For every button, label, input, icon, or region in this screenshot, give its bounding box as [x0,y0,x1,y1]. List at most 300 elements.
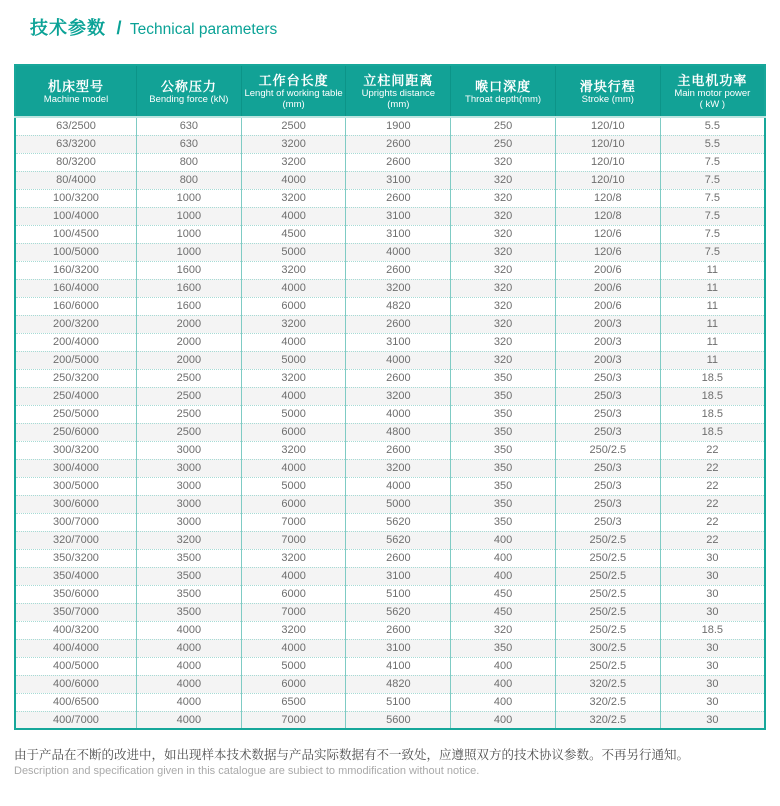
column-header-model [15,65,137,117]
cell-table_length: 3200 [241,441,346,459]
column-header-zh: 喉口深度 [475,78,532,94]
cell-motor_power: 30 [660,675,765,693]
technical-parameters-table-wrap [14,64,766,730]
cell-motor_power: 30 [660,657,765,675]
cell-bending_force: 2000 [137,315,242,333]
cell-bending_force: 1000 [137,207,242,225]
table-row [15,711,765,729]
footer-note [14,747,780,779]
cell-table_length: 4000 [241,333,346,351]
cell-table_length: 4000 [241,639,346,657]
cell-model: 400/4000 [15,639,137,657]
cell-bending_force: 3200 [137,531,242,549]
cell-model: 300/6000 [15,495,137,513]
cell-uprights_distance: 4000 [346,243,451,261]
column-header-zh: 工作台长度 [258,73,329,88]
cell-motor_power: 18.5 [660,369,765,387]
table-row [15,567,765,585]
cell-model: 63/2500 [15,117,137,135]
cell-table_length: 6000 [241,423,346,441]
cell-throat_depth: 350 [451,369,556,387]
table-body [15,117,765,729]
cell-throat_depth: 250 [451,117,556,135]
cell-motor_power: 30 [660,567,765,585]
cell-model: 300/4000 [15,459,137,477]
cell-model: 320/7000 [15,531,137,549]
cell-uprights_distance: 3100 [346,225,451,243]
cell-bending_force: 3000 [137,495,242,513]
cell-table_length: 4000 [241,171,346,189]
cell-table_length: 3200 [241,153,346,171]
catalogue-page [0,14,780,806]
column-header-table_length [241,65,346,117]
cell-uprights_distance: 2600 [346,549,451,567]
cell-motor_power: 11 [660,279,765,297]
cell-bending_force: 4000 [137,621,242,639]
cell-uprights_distance: 5600 [346,711,451,729]
column-header-zh: 主电机功率 [677,73,748,88]
cell-throat_depth: 320 [451,153,556,171]
cell-table_length: 5000 [241,351,346,369]
cell-throat_depth: 350 [451,459,556,477]
cell-bending_force: 2000 [137,351,242,369]
cell-uprights_distance: 3200 [346,459,451,477]
cell-motor_power: 22 [660,459,765,477]
cell-throat_depth: 350 [451,477,556,495]
cell-table_length: 3200 [241,135,346,153]
cell-motor_power: 18.5 [660,387,765,405]
cell-model: 400/6500 [15,693,137,711]
cell-bending_force: 630 [137,117,242,135]
cell-model: 250/6000 [15,423,137,441]
column-header-en: Main motor power [674,88,751,99]
cell-throat_depth: 350 [451,639,556,657]
column-header-en: (mm) [282,99,305,110]
cell-stroke: 200/3 [555,315,660,333]
cell-throat_depth: 320 [451,621,556,639]
cell-bending_force: 2500 [137,423,242,441]
table-row [15,333,765,351]
cell-motor_power: 22 [660,477,765,495]
cell-motor_power: 30 [660,693,765,711]
column-header-zh: 立柱间距离 [363,73,434,88]
table-row [15,369,765,387]
page-title-en: Technical parameters [129,21,278,38]
cell-stroke: 200/6 [555,297,660,315]
cell-throat_depth: 250 [451,135,556,153]
cell-bending_force: 1000 [137,189,242,207]
cell-uprights_distance: 3100 [346,333,451,351]
cell-throat_depth: 320 [451,315,556,333]
cell-model: 80/3200 [15,153,137,171]
table-row [15,639,765,657]
cell-stroke: 120/10 [555,153,660,171]
cell-uprights_distance: 5620 [346,513,451,531]
cell-motor_power: 7.5 [660,189,765,207]
cell-bending_force: 3500 [137,567,242,585]
cell-throat_depth: 400 [451,567,556,585]
cell-bending_force: 2500 [137,369,242,387]
cell-throat_depth: 320 [451,189,556,207]
cell-motor_power: 7.5 [660,243,765,261]
cell-throat_depth: 350 [451,513,556,531]
cell-stroke: 250/3 [555,369,660,387]
cell-stroke: 200/6 [555,261,660,279]
table-row [15,657,765,675]
cell-model: 250/5000 [15,405,137,423]
cell-table_length: 3200 [241,369,346,387]
table-row [15,171,765,189]
cell-motor_power: 5.5 [660,117,765,135]
cell-stroke: 250/2.5 [555,657,660,675]
cell-model: 160/4000 [15,279,137,297]
table-row [15,477,765,495]
cell-stroke: 250/2.5 [555,549,660,567]
column-header-en: Stroke (mm) [581,93,634,105]
cell-table_length: 6000 [241,297,346,315]
cell-bending_force: 1600 [137,279,242,297]
cell-model: 300/3200 [15,441,137,459]
cell-bending_force: 1600 [137,297,242,315]
table-row [15,441,765,459]
cell-motor_power: 22 [660,495,765,513]
column-header-bending_force [137,65,242,117]
table-row [15,135,765,153]
cell-uprights_distance: 2600 [346,261,451,279]
cell-uprights_distance: 3100 [346,171,451,189]
cell-table_length: 4000 [241,459,346,477]
table-header-row [15,65,765,117]
cell-bending_force: 4000 [137,693,242,711]
cell-stroke: 250/2.5 [555,603,660,621]
cell-uprights_distance: 2600 [346,369,451,387]
cell-model: 350/4000 [15,567,137,585]
cell-uprights_distance: 3100 [346,567,451,585]
table-row [15,207,765,225]
column-header-uprights_distance [346,65,451,117]
cell-uprights_distance: 5620 [346,531,451,549]
cell-bending_force: 3500 [137,549,242,567]
column-header-zh: 滑块行程 [579,78,636,94]
cell-uprights_distance: 3200 [346,387,451,405]
cell-model: 100/3200 [15,189,137,207]
cell-bending_force: 800 [137,171,242,189]
technical-parameters-table [14,64,766,730]
cell-motor_power: 30 [660,585,765,603]
cell-model: 200/4000 [15,333,137,351]
cell-stroke: 320/2.5 [555,711,660,729]
cell-uprights_distance: 1900 [346,117,451,135]
cell-throat_depth: 320 [451,243,556,261]
cell-motor_power: 11 [660,315,765,333]
cell-bending_force: 1000 [137,225,242,243]
cell-bending_force: 2000 [137,333,242,351]
cell-table_length: 4500 [241,225,346,243]
cell-uprights_distance: 4100 [346,657,451,675]
cell-motor_power: 7.5 [660,153,765,171]
cell-stroke: 200/3 [555,351,660,369]
cell-table_length: 6000 [241,675,346,693]
cell-motor_power: 11 [660,351,765,369]
cell-table_length: 5000 [241,243,346,261]
cell-table_length: 3200 [241,261,346,279]
cell-model: 100/5000 [15,243,137,261]
cell-stroke: 250/3 [555,477,660,495]
column-header-en: Bending force (kN) [149,93,229,105]
cell-stroke: 250/2.5 [555,621,660,639]
cell-stroke: 120/10 [555,135,660,153]
cell-bending_force: 800 [137,153,242,171]
cell-model: 300/7000 [15,513,137,531]
cell-throat_depth: 400 [451,549,556,567]
cell-stroke: 250/2.5 [555,441,660,459]
cell-table_length: 4000 [241,207,346,225]
column-header-en: Lenght of working table [244,88,343,99]
cell-throat_depth: 320 [451,297,556,315]
column-header-stroke [555,65,660,117]
column-header-en: ( kW ) [699,99,725,110]
cell-motor_power: 22 [660,513,765,531]
table-row [15,405,765,423]
column-header-zh: 机床型号 [47,78,104,94]
cell-throat_depth: 320 [451,333,556,351]
cell-throat_depth: 400 [451,657,556,675]
cell-uprights_distance: 5100 [346,585,451,603]
cell-stroke: 320/2.5 [555,675,660,693]
cell-bending_force: 2500 [137,387,242,405]
cell-model: 63/3200 [15,135,137,153]
cell-throat_depth: 400 [451,675,556,693]
cell-stroke: 250/2.5 [555,567,660,585]
cell-table_length: 5000 [241,477,346,495]
cell-throat_depth: 320 [451,171,556,189]
cell-table_length: 7000 [241,603,346,621]
cell-stroke: 250/3 [555,495,660,513]
cell-model: 400/6000 [15,675,137,693]
cell-motor_power: 11 [660,333,765,351]
cell-stroke: 120/10 [555,171,660,189]
column-header-en: Throat depth(mm) [465,93,542,105]
cell-motor_power: 18.5 [660,621,765,639]
cell-uprights_distance: 2600 [346,189,451,207]
cell-motor_power: 18.5 [660,405,765,423]
cell-model: 300/5000 [15,477,137,495]
table-row [15,513,765,531]
cell-throat_depth: 400 [451,711,556,729]
cell-stroke: 250/2.5 [555,585,660,603]
cell-bending_force: 4000 [137,639,242,657]
cell-uprights_distance: 3100 [346,639,451,657]
cell-uprights_distance: 4000 [346,351,451,369]
cell-stroke: 200/6 [555,279,660,297]
cell-stroke: 120/10 [555,117,660,135]
cell-table_length: 7000 [241,513,346,531]
cell-throat_depth: 350 [451,441,556,459]
cell-throat_depth: 320 [451,351,556,369]
table-row [15,315,765,333]
cell-table_length: 7000 [241,531,346,549]
cell-model: 350/6000 [15,585,137,603]
cell-table_length: 5000 [241,657,346,675]
cell-table_length: 2500 [241,117,346,135]
cell-model: 250/3200 [15,369,137,387]
cell-table_length: 3200 [241,189,346,207]
table-row [15,675,765,693]
cell-uprights_distance: 4820 [346,675,451,693]
cell-bending_force: 4000 [137,675,242,693]
column-header-en: Machine model [43,93,109,105]
footer-note-en: Description and specification given in this catalogue are subiect to mmodification without notice. [14,765,480,777]
cell-uprights_distance: 2600 [346,315,451,333]
cell-stroke: 250/3 [555,423,660,441]
cell-model: 200/5000 [15,351,137,369]
table-row [15,243,765,261]
cell-throat_depth: 350 [451,423,556,441]
page-title-divider: / [116,18,122,38]
table-row [15,693,765,711]
cell-model: 100/4500 [15,225,137,243]
table-row [15,297,765,315]
cell-stroke: 120/8 [555,189,660,207]
cell-motor_power: 7.5 [660,171,765,189]
cell-uprights_distance: 5620 [346,603,451,621]
cell-bending_force: 4000 [137,711,242,729]
cell-table_length: 6500 [241,693,346,711]
cell-motor_power: 30 [660,711,765,729]
cell-motor_power: 11 [660,297,765,315]
column-header-en: Uprights distance [361,88,436,99]
cell-stroke: 250/3 [555,405,660,423]
cell-model: 250/4000 [15,387,137,405]
cell-bending_force: 3000 [137,459,242,477]
table-row [15,621,765,639]
cell-uprights_distance: 4800 [346,423,451,441]
cell-stroke: 120/6 [555,225,660,243]
cell-bending_force: 3000 [137,477,242,495]
cell-throat_depth: 320 [451,261,556,279]
cell-model: 400/7000 [15,711,137,729]
cell-motor_power: 18.5 [660,423,765,441]
cell-motor_power: 11 [660,261,765,279]
cell-throat_depth: 350 [451,387,556,405]
table-row [15,351,765,369]
cell-throat_depth: 350 [451,405,556,423]
cell-throat_depth: 350 [451,495,556,513]
column-header-zh: 公称压力 [160,78,217,94]
cell-table_length: 6000 [241,585,346,603]
cell-uprights_distance: 2600 [346,135,451,153]
cell-motor_power: 22 [660,531,765,549]
cell-bending_force: 1600 [137,261,242,279]
cell-stroke: 250/2.5 [555,531,660,549]
cell-stroke: 120/8 [555,207,660,225]
cell-throat_depth: 320 [451,207,556,225]
cell-motor_power: 30 [660,639,765,657]
cell-table_length: 3200 [241,315,346,333]
cell-stroke: 300/2.5 [555,639,660,657]
cell-model: 160/6000 [15,297,137,315]
cell-motor_power: 30 [660,549,765,567]
cell-stroke: 200/3 [555,333,660,351]
cell-motor_power: 7.5 [660,225,765,243]
cell-uprights_distance: 4000 [346,405,451,423]
table-row [15,153,765,171]
cell-uprights_distance: 2600 [346,153,451,171]
table-row [15,225,765,243]
cell-table_length: 3200 [241,621,346,639]
cell-uprights_distance: 4820 [346,297,451,315]
cell-stroke: 320/2.5 [555,693,660,711]
cell-model: 100/4000 [15,207,137,225]
cell-table_length: 4000 [241,279,346,297]
cell-bending_force: 4000 [137,657,242,675]
cell-table_length: 4000 [241,567,346,585]
cell-throat_depth: 450 [451,603,556,621]
cell-throat_depth: 320 [451,225,556,243]
table-row [15,459,765,477]
cell-motor_power: 7.5 [660,207,765,225]
cell-model: 400/5000 [15,657,137,675]
table-row [15,495,765,513]
page-title [30,14,780,40]
table-row [15,549,765,567]
cell-uprights_distance: 5000 [346,495,451,513]
table-row [15,387,765,405]
cell-motor_power: 30 [660,603,765,621]
table-row [15,189,765,207]
cell-table_length: 7000 [241,711,346,729]
cell-table_length: 3200 [241,549,346,567]
cell-stroke: 250/3 [555,387,660,405]
cell-table_length: 6000 [241,495,346,513]
table-row [15,117,765,135]
table-row [15,531,765,549]
cell-model: 350/7000 [15,603,137,621]
cell-uprights_distance: 3200 [346,279,451,297]
cell-throat_depth: 320 [451,279,556,297]
cell-model: 200/3200 [15,315,137,333]
cell-stroke: 250/3 [555,459,660,477]
table-row [15,279,765,297]
table-row [15,261,765,279]
cell-table_length: 5000 [241,405,346,423]
table-row [15,603,765,621]
cell-bending_force: 3500 [137,585,242,603]
table-row [15,585,765,603]
table-row [15,423,765,441]
cell-motor_power: 5.5 [660,135,765,153]
cell-throat_depth: 400 [451,531,556,549]
cell-uprights_distance: 4000 [346,477,451,495]
cell-stroke: 120/6 [555,243,660,261]
cell-bending_force: 1000 [137,243,242,261]
cell-uprights_distance: 3100 [346,207,451,225]
cell-bending_force: 2500 [137,405,242,423]
cell-uprights_distance: 2600 [346,441,451,459]
cell-model: 400/3200 [15,621,137,639]
page-title-zh: 技术参数 [30,18,106,38]
cell-model: 350/3200 [15,549,137,567]
cell-bending_force: 630 [137,135,242,153]
column-header-throat_depth [451,65,556,117]
cell-model: 160/3200 [15,261,137,279]
cell-uprights_distance: 2600 [346,621,451,639]
cell-bending_force: 3500 [137,603,242,621]
footer-note-zh: 由于产品在不断的改进中，如出现样本技术数据与产品实际数据有不一致处，应遵照双方的技术协议参数。不再另行通知。 [14,748,690,762]
cell-motor_power: 22 [660,441,765,459]
cell-throat_depth: 400 [451,693,556,711]
cell-model: 80/4000 [15,171,137,189]
